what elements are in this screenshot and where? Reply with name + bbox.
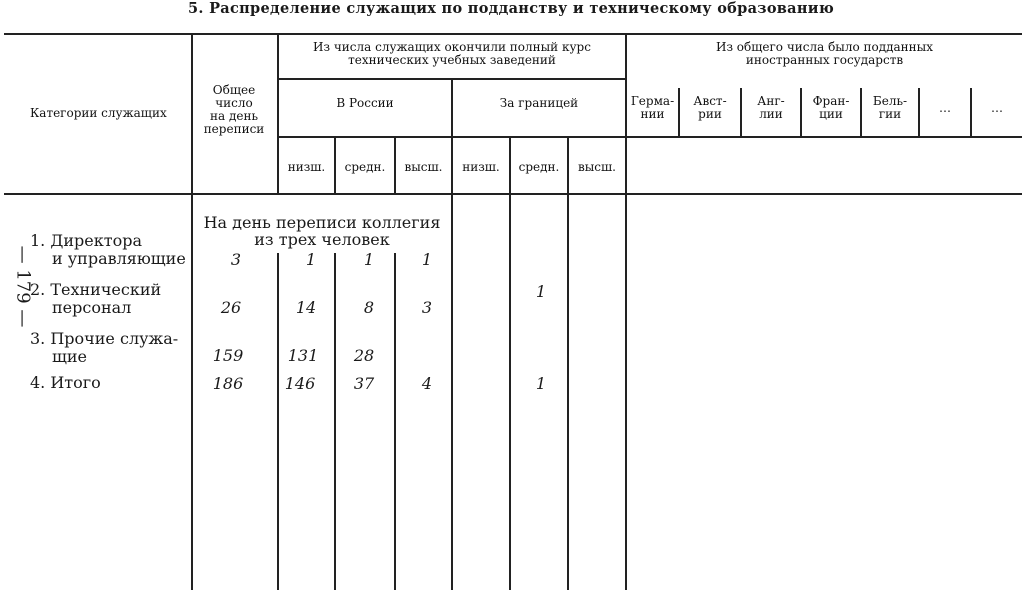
header-category: Категории служащих xyxy=(30,106,167,120)
header-russia: В России xyxy=(336,96,394,110)
collegium-note-line: из трех человек xyxy=(254,230,390,249)
cell-russia-low: 1 xyxy=(305,250,317,269)
collegium-note xyxy=(192,214,452,248)
header-finished-line: технических учебных заведений xyxy=(348,53,556,67)
header-country xyxy=(920,102,970,115)
header-finished-line: Из числа служащих окончили полный курс xyxy=(313,40,591,54)
collegium-note-line: На день переписи коллегия xyxy=(203,213,441,232)
header-abroad: За границей xyxy=(499,96,579,110)
header-country-line: Герма- xyxy=(630,94,675,108)
header-country-line: Фран- xyxy=(812,94,850,108)
rule-countries xyxy=(627,136,1022,138)
cell-total: 159 xyxy=(212,346,244,365)
header-finished xyxy=(279,41,625,67)
row-label-line: 1. Директора xyxy=(30,231,142,250)
header-country-line: Авст- xyxy=(693,94,727,108)
row-label-line: 2. Технический xyxy=(30,280,162,299)
cell-russia-low: 14 xyxy=(295,298,317,317)
header-country-line: нии xyxy=(640,107,665,121)
header-country xyxy=(862,95,918,121)
header-country xyxy=(680,95,740,121)
cell-total: 3 xyxy=(230,250,242,269)
page-number: — 179 — xyxy=(12,245,34,328)
row-label-line: 3. Прочие служа- xyxy=(30,329,179,348)
col-divider-a-mid xyxy=(509,136,511,590)
cell-total: 186 xyxy=(212,374,244,393)
body-divider-r-mid xyxy=(334,253,336,590)
cell-russia-high: 4 xyxy=(421,374,433,393)
header-level: низш. xyxy=(287,160,326,174)
header-total-line: на день xyxy=(210,109,258,123)
row-label xyxy=(30,232,186,268)
header-country-line: гии xyxy=(878,107,902,121)
header-top-rule xyxy=(4,33,1022,35)
cell-russia-mid: 28 xyxy=(353,346,375,365)
header-country xyxy=(802,95,860,121)
header-country-line: рии xyxy=(698,107,722,121)
cell-russia-low: 146 xyxy=(284,374,316,393)
col-divider-total xyxy=(191,33,193,590)
header-foreign xyxy=(627,41,1022,67)
row-label-line: щие xyxy=(52,347,88,366)
header-foreign-line: Из общего числа было подданных xyxy=(715,40,933,54)
row-label-line: персонал xyxy=(52,298,132,317)
cell-russia-high: 1 xyxy=(421,250,433,269)
row-label-line: 4. Итого xyxy=(30,373,101,392)
header-total-line: переписи xyxy=(203,122,265,136)
cell-russia-low: 131 xyxy=(287,346,319,365)
header-country-line: лии xyxy=(759,107,783,121)
row-label xyxy=(30,330,178,366)
header-country-line: Анг- xyxy=(757,94,785,108)
row-label xyxy=(30,374,101,392)
cell-total: 26 xyxy=(220,298,242,317)
header-country-line: Бель- xyxy=(872,94,908,108)
header-bottom-rule xyxy=(4,193,1022,195)
table-title: 5. Распределение служащих по подданству и техническому образованию xyxy=(187,0,835,17)
header-country-line: ции xyxy=(819,107,843,121)
header-total-line: число xyxy=(215,96,253,110)
header-country-line: … xyxy=(991,101,1003,115)
header-country-line: … xyxy=(939,101,951,115)
row-label-line: и управляющие xyxy=(52,249,186,268)
header-level: средн. xyxy=(518,160,560,174)
cell-russia-mid: 37 xyxy=(353,374,375,393)
cell-russia-mid: 1 xyxy=(363,250,375,269)
header-country xyxy=(972,102,1022,115)
col-divider-russia-abroad xyxy=(451,78,453,195)
header-country xyxy=(627,95,678,121)
col-divider-a-high xyxy=(567,136,569,590)
header-level: средн. xyxy=(344,160,386,174)
header-level: высш. xyxy=(578,160,616,174)
cell-abroad-mid: 1 xyxy=(535,374,547,393)
cell-russia-mid: 8 xyxy=(363,298,375,317)
header-total xyxy=(194,84,274,136)
cell-russia-high: 3 xyxy=(421,298,433,317)
header-level: низш. xyxy=(462,160,500,174)
body-divider-a-low xyxy=(451,195,453,590)
header-country xyxy=(742,95,800,121)
cell-abroad-mid: 1 xyxy=(535,282,547,301)
header-total-line: Общее xyxy=(212,83,256,97)
row-label xyxy=(30,281,161,317)
body-divider-r-low xyxy=(277,253,279,590)
header-foreign-line: иностранных государств xyxy=(745,53,904,67)
header-level: высш. xyxy=(404,160,443,174)
body-divider-r-high xyxy=(394,253,396,590)
